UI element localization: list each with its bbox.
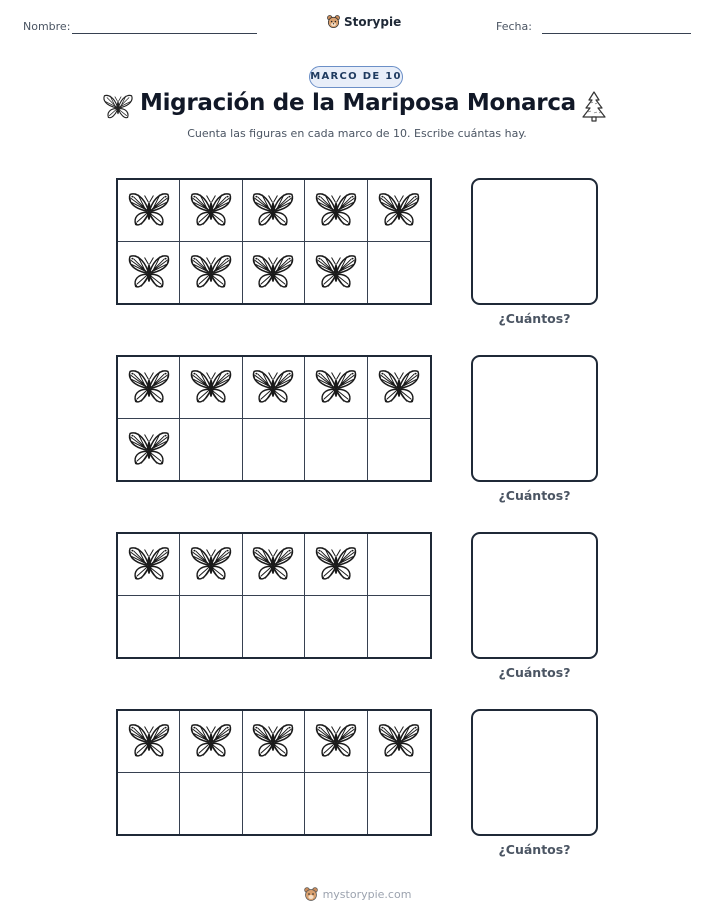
- ten-frame-cell-empty: [180, 419, 242, 481]
- ten-frame-cell-filled: [305, 534, 367, 596]
- ten-frame-cell-filled: [305, 357, 367, 419]
- ten-frame-cell-filled: [180, 180, 242, 242]
- ten-frame-cell-filled: [118, 711, 180, 773]
- butterfly-icon: [313, 721, 359, 761]
- ten-frame: [116, 178, 432, 305]
- ten-frame-cell-filled: [118, 180, 180, 242]
- ten-frame-cell-filled: [305, 711, 367, 773]
- butterfly-icon: [126, 721, 172, 761]
- ten-frame: [116, 355, 432, 482]
- answer-box[interactable]: [471, 532, 598, 659]
- date-label: Fecha:: [496, 20, 532, 33]
- bear-mascot-icon: [326, 14, 341, 29]
- ten-frame-cell-filled: [305, 180, 367, 242]
- brand-logo: [326, 14, 401, 29]
- ten-frame-cell-filled: [243, 711, 305, 773]
- name-line[interactable]: [72, 33, 257, 34]
- ten-frame-cell-filled: [368, 357, 430, 419]
- butterfly-icon: [313, 252, 359, 292]
- butterfly-icon: [250, 190, 296, 230]
- ten-frame-cell-empty: [368, 596, 430, 658]
- ten-frame-cell-filled: [118, 419, 180, 481]
- worksheet-type-badge: MARCO DE 10: [309, 66, 403, 88]
- ten-frame-cell-empty: [118, 773, 180, 835]
- ten-frame-cell-empty: [368, 773, 430, 835]
- butterfly-icon: [188, 721, 234, 761]
- pine-tree-icon: [580, 90, 608, 122]
- butterfly-icon: [376, 190, 422, 230]
- answer-label: ¿Cuántos?: [498, 488, 571, 503]
- butterfly-icon: [250, 367, 296, 407]
- butterfly-icon: [313, 190, 359, 230]
- ten-frame-cell-filled: [243, 534, 305, 596]
- butterfly-icon: [376, 721, 422, 761]
- date-line[interactable]: [542, 33, 691, 34]
- answer-label: ¿Cuántos?: [498, 311, 571, 326]
- ten-frame-cell-filled: [118, 534, 180, 596]
- butterfly-icon: [126, 252, 172, 292]
- butterfly-icon: [313, 367, 359, 407]
- ten-frame-cell-empty: [243, 773, 305, 835]
- answer-box[interactable]: [471, 355, 598, 482]
- butterfly-icon: [126, 367, 172, 407]
- ten-frame-cell-filled: [368, 711, 430, 773]
- ten-frame-cell-empty: [118, 596, 180, 658]
- butterfly-icon: [126, 544, 172, 584]
- ten-frame-cell-filled: [180, 242, 242, 304]
- ten-frame-cell-filled: [243, 357, 305, 419]
- ten-frame-cell-empty: [305, 773, 367, 835]
- ten-frame-cell-filled: [243, 242, 305, 304]
- ten-frame-cell-filled: [180, 357, 242, 419]
- bear-mascot-icon: [303, 886, 319, 902]
- butterfly-icon: [313, 544, 359, 584]
- ten-frame-cell-empty: [243, 596, 305, 658]
- ten-frame-cell-filled: [180, 534, 242, 596]
- ten-frame-cell-empty: [305, 596, 367, 658]
- footer-website: mystorypie.com: [322, 887, 412, 901]
- butterfly-icon: [250, 544, 296, 584]
- worksheet-title: Migración de la Mariposa Monarca: [140, 90, 576, 116]
- butterfly-icon: [376, 367, 422, 407]
- butterfly-icon: [126, 429, 172, 469]
- ten-frame-cell-empty: [368, 419, 430, 481]
- ten-frame-cell-filled: [180, 711, 242, 773]
- butterfly-icon: [250, 252, 296, 292]
- answer-box[interactable]: [471, 178, 598, 305]
- instructions: Cuenta las figuras en cada marco de 10. Escribe cuántas hay.: [187, 127, 527, 140]
- answer-label: ¿Cuántos?: [498, 665, 571, 680]
- ten-frame-cell-empty: [368, 534, 430, 596]
- answer-box[interactable]: [471, 709, 598, 836]
- answer-label: ¿Cuántos?: [498, 842, 571, 857]
- ten-frame-cell-empty: [305, 419, 367, 481]
- ten-frame-cell-filled: [118, 242, 180, 304]
- ten-frame-cell-empty: [368, 242, 430, 304]
- ten-frame: [116, 709, 432, 836]
- butterfly-icon: [126, 190, 172, 230]
- ten-frame-cell-empty: [180, 773, 242, 835]
- butterfly-icon: [250, 721, 296, 761]
- butterfly-icon: [188, 367, 234, 407]
- ten-frame-cell-empty: [180, 596, 242, 658]
- ten-frame-cell-filled: [243, 180, 305, 242]
- butterfly-icon: [102, 92, 134, 122]
- ten-frame: [116, 532, 432, 659]
- ten-frame-cell-filled: [368, 180, 430, 242]
- butterfly-icon: [188, 252, 234, 292]
- ten-frame-cell-filled: [305, 242, 367, 304]
- footer: [0, 886, 714, 902]
- butterfly-icon: [188, 544, 234, 584]
- name-label: Nombre:: [23, 20, 71, 33]
- ten-frame-cell-empty: [243, 419, 305, 481]
- brand-name: Storypie: [344, 14, 402, 29]
- ten-frame-cell-filled: [118, 357, 180, 419]
- butterfly-icon: [188, 190, 234, 230]
